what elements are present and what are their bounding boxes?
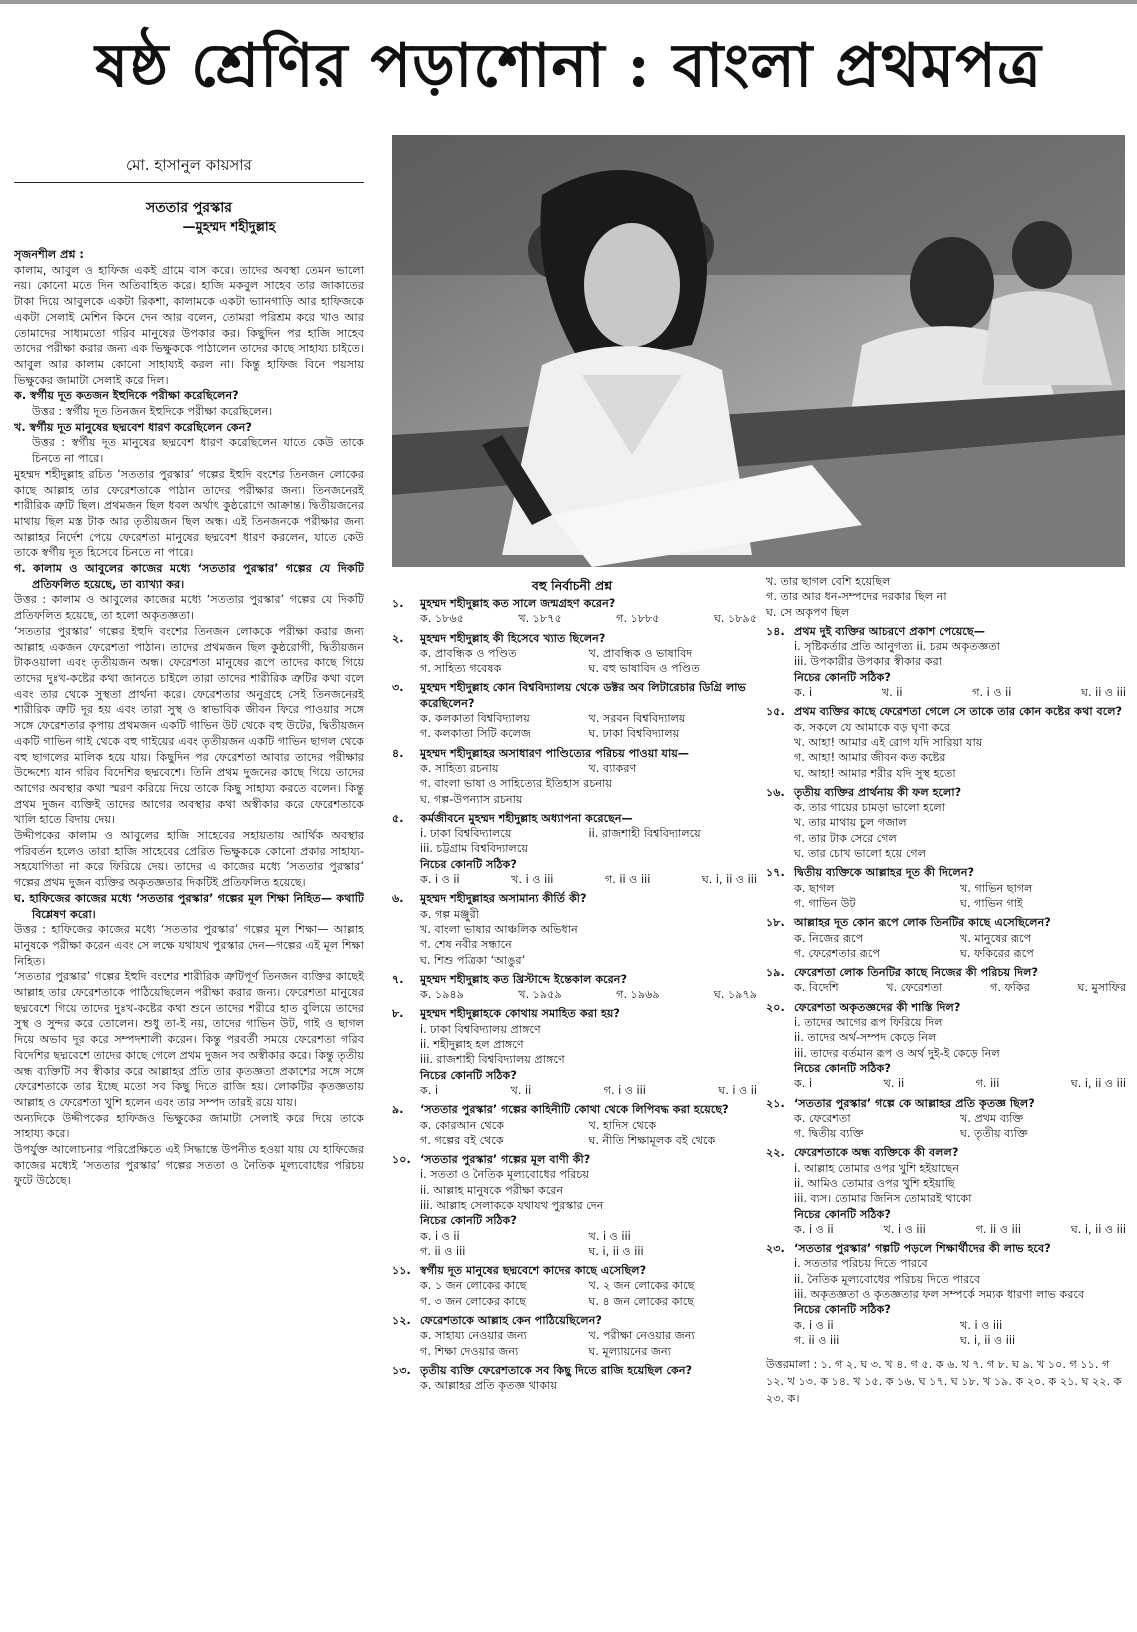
question-kha: খ. স্বর্গীয় দূত মানুষের ছদ্মবেশ ধারণ করেছিলেন কেন? [14,420,252,434]
mcq-item-2: ২. মুহম্মদ শহীদুল্লাহ কী হিসেবে খ্যাত ছিলেন? ক. প্রাবন্ধিক ও পণ্ডিত খ. প্রাবন্ধিক ও ভাষাবিদ গ. সাহিত্য গবেষক ঘ. বহু ভাষাবিদ ও পণ্ডিত [392,631,700,676]
mcq-item-19: ১৯. ফেরেশতা লোক তিনটির কাছে নিজের কী পরিচয় দিল? ক. বিদেশি খ. ফেরেশতা গ. ফকির ঘ. মুসাফির [766,966,1126,995]
mcq-item-8: ৮. মুহম্মদ শহীদুল্লাহকে কোথায় সমাহিত করা হয়? i. ঢাকা বিশ্ববিদ্যালয় প্রাঙ্গণে ii. শহীদুল্লাহ হল প্রাঙ্গণে iii. রাজশাহী বিশ্ববিদ্যালয় প্রাঙ্গণে নিচের কোনটি সঠিক? ক. i খ. ii গ. i ও iii ঘ. i ও ii [392,1007,757,1097]
mcq-item-3: ৩. মুহম্মদ শহীদুল্লাহ কোন বিশ্ববিদ্যালয় থেকে ডক্টর অব লিটারেচার ডিগ্রি লাভ করেছিলেন? ক. কলকাতা বিশ্ববিদ্যালয় খ. সরবন বিশ্ববিদ্যালয় গ. কলকাতা সিটি কলেজ ঘ. ঢাকা বিশ্ববিদ্যালয় [392,681,746,741]
mcq-item-13: ১৩. তৃতীয় ব্যক্তি ফেরেশতাকে সব কিছু দিতে রাজি হয়েছিল কেন? ক. আল্লাহর প্রতি কৃতজ্ঞ থাকায় [392,1363,693,1393]
mcq-item-9: ৯. ‘সততার পুরস্কার’ গল্পের কাহিনীটি কোথা থেকে লিপিবদ্ধ করা হয়েছে? ক. কোরআন থেকে খ. হাদিস থেকে গ. গল্পের বই থেকে ঘ. নীতি শিক্ষামূলক বই থেকে [392,1103,729,1147]
mcq-item-16: ১৬. তৃতীয় ব্যক্তির প্রার্থনায় কী ফল হলো? ক. তার গায়ের চামড়া ভালো হলো খ. তার মাথায় চুল গজাল গ. তার টাক সেরে গেল ঘ. তার চোখ ভালো হয়ে গেল [766,785,962,861]
top-rule [0,0,1137,4]
answer-ga: উত্তর : কালাম ও আবুলের কাজের মধ্যে ‘সততার পুরস্কার’ গল্পের যে দিকটি প্রতিফলিত হয়েছে, তা হলো অকৃতজ্ঞতা। [14,593,364,623]
answer-gha: উত্তর : হাফিজের কাজের মধ্যে ‘সততার পুরস্কার’ গল্পের মূল শিক্ষা— আল্লাহ মানুষকে পরীক্ষা করেন এবং সে লক্ষে যথাযথ পুরস্কার দেন—গল্পের এই মূল শিক্ষা নিহিত। [14,923,364,968]
mcq-column-1 [392,596,757,1626]
mcq-item-13-continued: খ. তার ছাগল বেশি হয়েছিল গ. তার আর ধন-সম্পদের দরকার ছিল না ঘ. সে অকৃপণ ছিল [766,575,947,619]
creative-question-column [14,247,364,1627]
mcq-item-17: ১৭. দ্বিতীয় ব্যক্তিকে আল্লাহর দূত কী দিলেন? ক. ছাগল খ. গাভিন ছাগল গ. গাভিন উট ঘ. গাভিন গাই [766,866,1033,910]
answer-kha-detail: মুহম্মদ শহীদুল্লাহ রচিত ‘সততার পুরস্কার’ গল্পের ইহুদি বংশের তিনজন লোকের কাছে আল্লাহ তার ফেরেশতাকে পাঠান তাদের পরীক্ষার জন্য। তিনজনেরই শারীরিক ত্রুটি ছিল। প্রথমজন ছিল ধবল অর্থাৎ কুষ্ঠরোগে আক্রান্ত। দ্বিতীয়জনের মাথায় ছিল মস্ত টাক আর তৃতীয়জন ছিল অন্ধ। এই তিনজনকে পরীক্ষার জন্য আল্লাহর নির্দেশ পেয়ে ফেরেশতা মানুষের ছদ্মবেশ ধারণ করলেন, যাতে কেউ তাকে স্বর্গীয় দূত হিসেবে চিনতে না পারে। [14,467,364,560]
mcq-item-4: ৪. মুহম্মদ শহীদুল্লাহর অসাধারণ পাণ্ডিত্যের পরিচয় পাওয়া যায়— ক. সাহিত্য রচনায় খ. ব্যাকরণ গ. বাংলা ভাষা ও সাহিত্যের ইতিহাস রচনায় ঘ. গল্প-উপন্যাস রচনায় [392,746,689,806]
answer-kha: উত্তর : স্বর্গীয় দূত মানুষের ছদ্মবেশ ধারণ করেছিলেন যাতে কেউ তাকে চিনতে না পারে। [32,436,364,466]
mcq-item-18: ১৮. আল্লাহর দূত কোন রূপে লোক তিনটির কাছে এসেছিলেন? ক. নিজের রূপে খ. মানুষের রূপে গ. ফেরেশতার রূপে ঘ. ফকিরের রূপে [766,916,1051,960]
answer-ga-detail-2: উদ্দীপকের কালাম ও আবুলের হাজি সাহেবের সহায়তায় আর্থিক অবস্থার পরিবর্তন হলেও তারা হাজি সাহেবের প্রেরিত ভিক্ষুককে কোনো প্রকার সাহায্য-সহযোগিতা না করে ফিরিয়ে দেয়। তাদের এ কাজের মধ্যে ‘সততার পুরস্কার’ গল্পের প্রথম দুজন ব্যক্তির অকৃতজ্ঞতার দিকটিই প্রতিফলিত হয়েছে। [14,829,364,890]
answer-key: উত্তরমালা : ১. গ ২. ঘ ৩. খ ৪. গ ৫. ক ৬. খ ৭. গ ৮. ঘ ৯. খ ১০. গ ১১. গ ১২. খ ১৩. ক ১৪. খ ১৫. ক ১৬. ঘ ১৭. ঘ ১৮. খ ১৯. ক ২০. ক ২১. ঘ ২২. ক ২৩. ক। [766,1358,1122,1406]
mcq-item-15: ১৫. প্রথম ব্যক্তির কাছে ফেরেশতা গেলে সে তাকে তার কোন কষ্টের কথা বলে? ক. সকলে যে আমাকে বড় ঘৃণা করে খ. আহা! আমার এই রোগ যদি সারিয়া যায় গ. আহা! আমার জীবন কত কষ্টের ঘ. আহা! আমার শরীর যদি সুস্থ হতো [766,705,1123,780]
mcq-item-6: ৬. মুহম্মদ শহীদুল্লাহর অসামান্য কীর্তি কী? ক. গল্প মঞ্জুরী খ. বাংলা ভাষার আঞ্চলিক অভিধান গ. শেষ নবীর সন্ধানে ঘ. শিশু পত্রিকা ‘আঙুর’ [392,892,587,967]
mcq-item-7: ৭. মুহম্মদ শহীদুল্লাহ কত খ্রিস্টাব্দে ইন্তেকাল করেন? ক. ১৯৪৯ খ. ১৯৫৯ গ. ১৯৬৯ ঘ. ১৯৭৯ [392,972,757,1002]
mcq-column-2 [766,574,1126,1626]
mcq-item-1: ১. মুহম্মদ শহীদুল্লাহ কত সালে জন্মগ্রহণ করেন? ক. ১৮৬৫ খ. ১৮৭৫ গ. ১৮৮৫ ঘ. ১৮৯৫ [392,597,757,626]
creative-stem: কালাম, আবুল ও হাফিজ একই গ্রামে বাস করে। তাদের অবস্থা তেমন ভালো নয়। কোনো মতে দিন অতিবাহিত করে। হাজি মকবুল সাহেব তার জাকাতের টাকা দিয়ে আবুলকে একটা রিকশা, কালামকে একটা ভ্যানগাড়ি আর হাফিজকে একটা সেলাই মেশিন কিনে দেন আর বলেন, তোমরা পরিশ্রম করে খাও আর তোমাদের সাধ্যমতো গরিব মানুষের উপকার কর। কিছুদিন পর হাজি সাহেব তাদের পরীক্ষা করার জন্য এক ভিক্ষুককে পাঠালেন তাদের কাছে সাহায্য চাইতে। আবুল আর কালাম কোনো সাহায্যই করল না। কিন্তু হাফিজ বিনে পয়সায় ভিক্ষুকের জামাটা সেলাই করে দিল। [14,263,364,387]
page-headline: ষষ্ঠ শ্রেণির পড়াশোনা : বাংলা প্রথমপত্র [95,31,1042,101]
story-title: সততার পুরস্কার [146,200,232,216]
author-byline: মো. হাসানুল কায়সার [126,156,252,174]
story-author: —মুহম্মদ শহীদুল্লাহ [182,220,276,235]
answer-gha-detail-1: ‘সততার পুরস্কার’ গল্পের ইহুদি বংশের শারীরিক ত্রুটিপূর্ণ তিনজন ব্যক্তির কাছেই আল্লাহ তার ফেরেশতাকে পাঠিয়েছিলেন পরীক্ষা করার জন্য। ফেরেশতা মানুষের ছদ্মবেশে গিয়ে তাদের দুঃখ-কষ্টের কথা শুনে তাদের শরীরে হাত বুলিয়ে তাদের সুস্থ ও সুন্দর করে তোলেন। শুধু তা-ই নয়, তাদের গাভিন উট, গাই ও ছাগল দিয়ে অভাব দূর করে সম্পদশালী করেন। কিন্তু পরবর্তী সময়ে ফেরেশতা গরিব বিদেশির ছদ্মবেশে তাদের কাছে গেলে প্রথম দুজন সব অস্বীকার করে। কিন্তু তৃতীয় অন্ধ ব্যক্তিটি সব স্বীকার করে আল্লাহর প্রতি তার কৃতজ্ঞতা প্রকাশের সঙ্গে সঙ্গে ফেরেশতাকে তার ইচ্ছে মতো সব কিছু দিতে রাজি হয়। লোকটির কৃতজ্ঞতায় আল্লাহ ও ফেরেশতা খুশি হলেন এবং তার সম্পদ তারই রয়ে যায়। [14,970,364,1109]
mcq-item-11: ১১. স্বর্গীয় দূত মানুষের ছদ্মবেশে কাদের কাছে এসেছিল? ক. ১ জন লোকের কাছে খ. ২ জন লোকের কাছে গ. ৩ জন লোকের কাছে ঘ. ৪ জন লোকের কাছে [392,1264,695,1308]
question-ga: গ. কালাম ও আবুলের কাজের মধ্যে ‘সততার পুরস্কার’ গল্পের যে দিকটি প্রতিফলিত হয়েছে, তা ব্যাখ্যা কর। [14,562,364,591]
mcq-section-title: বহু নির্বাচনী প্রশ্ন [531,578,613,593]
students-exam-photo [392,135,1125,567]
answer-ga-detail-1: ‘সততার পুরস্কার’ গল্পের ইহুদি বংশের তিনজন লোককে পরীক্ষা করার জন্য আল্লাহ একজন ফেরেশতা পাঠান। তাদের প্রথমজন ছিল কুষ্ঠরোগী, দ্বিতীয়জন টাকওয়ালা এবং তৃতীয়জন অন্ধ। ফেরেশতা মানুষের রূপে তাদের কাছে গিয়ে তাদের দুঃখ-কষ্টের কথা জানতে চাইলে তারা তাদের শারীরিক ত্রুটির কথা বলে এবং তার থেকে সুস্থতা প্রার্থনা করে। ফেরেশতার অনুগ্রহে সেই তিনজনেরই শারীরিক ত্রুটি দূর হয় এবং তারা সুস্থ ও স্বাভাবিক জীবন ফিরে পাওয়ার সঙ্গে সঙ্গে ফেরেশতার কৃপায় প্রথমজন একটি গাভিন উট থেকে বহু উটের, দ্বিতীয়জন একটি গাভিন গাই থেকে বহু গাইয়ের এবং তৃতীয়জন একটি গাভিন ছাগল থেকে বহু ছাগলের মালিক হয়ে যায়। কিছুদিন পর ফেরেশতা আবার তাদের পরীক্ষার উদ্দেশ্যে যান গরিব বিদেশির ছদ্মবেশে। তিনি প্রথম দুজনের কাছে গিয়ে তাদের আগের অবস্থার কথা স্মরণ করিয়ে দিয়ে তাকে কিছু সাহায্য করতে বলেন। কিন্তু প্রথম দুজন ব্যক্তিই তাদের আগের অবস্থার কথা অস্বীকার করে ফেরেশতাকে খালি হাতে বিদায় দেয়। [14,624,364,827]
answer-gha-detail-2: অন্যদিকে উদ্দীপকের হাফিজও ভিক্ষুকের জামাটা সেলাই করে দিয়ে তাকে সাহায্য করে। [14,1111,364,1141]
mcq-item-22: ২২. ফেরেশতাকে অন্ধ ব্যক্তিকে কী বলল? i. আল্লাহ তোমার ওপর খুশি হইয়াছেন ii. আমিও তোমার ওপর খুশি হইয়াছি iii. ব্যস। তোমার জিনিস তোমারই থাকো নিচের কোনটি সঠিক? ক. i ও ii খ. i ও iii গ. ii ও iii ঘ. i, ii ও iii [766,1146,1126,1236]
mcq-item-10: ১০. ‘সততার পুরস্কার’ গল্পের মূল বাণী কী? i. সততা ও নৈতিক মূল্যবোধের পরিচয় ii. আল্লাহ মানুষকে পরীক্ষা করেন iii. আল্লাহ সেলাককে যথাযথ পুরস্কার দেন নিচের কোনটি সঠিক? ক. i ও ii খ. i ও iii গ. ii ও iii ঘ. i, ii ও iii [392,1153,644,1258]
answer-ka: উত্তর : স্বর্গীয় দূত তিনজন ইহুদিকে পরীক্ষা করেছিলেন। [32,405,273,419]
mcq-item-23: ২৩. ‘সততার পুরস্কার’ গল্পটি পড়লে শিক্ষার্থীদের কী লাভ হবে? i. সততার পরিচয় দিতে পারবে ii. নৈতিক মূল্যবোধের পরিচয় দিতে পারবে iii. অকৃতজ্ঞতা ও কৃতজ্ঞতার ফল সম্পর্কে সম্যক ধারণা লাভ করবে নিচের কোনটি সঠিক? ক. i ও ii খ. i ও iii গ. ii ও iii ঘ. i, ii ও iii [766,1242,1085,1347]
mcq-item-14: ১৪. প্রথম দুই ব্যক্তির আচরণে প্রকাশ পেয়েছে— i. সৃষ্টিকর্তার প্রতি আনুগত্য ii. চরম অকৃতজ্ঞতা iii. উপকারীর উপকার স্বীকার করা নিচের কোনটি সঠিক? ক. i খ. ii গ. i ও ii ঘ. ii ও iii [766,624,1126,700]
mcq-item-21: ২১. ‘সততার পুরস্কার’ গল্পে কে আল্লাহর প্রতি কৃতজ্ঞ ছিল? ক. ফেরেশতা খ. প্রথম ব্যক্তি গ. দ্বিতীয় ব্যক্তি ঘ. তৃতীয় ব্যক্তি [766,1096,1035,1141]
mcq-item-5: ৫. কর্মজীবনে মুহম্মদ শহীদুল্লাহ অধ্যাপনা করেছেন— i. ঢাকা বিশ্ববিদ্যালয়ে ii. রাজশাহী বিশ্ববিদ্যালয়ে iii. চট্টগ্রাম বিশ্ববিদ্যালয়ে নিচের কোনটি সঠিক? ক. i ও ii খ. i ও iii গ. ii ও iii ঘ. i, ii ও iii [392,811,757,887]
byline-divider [14,182,364,183]
creative-label: সৃজনশীল প্রশ্ন : [14,248,84,261]
mcq-item-12: ১২. ফেরেশতাকে আল্লাহ কেন পাঠিয়েছিলেন? ক. সাহায্য নেওয়ার জন্য খ. পরীক্ষা নেওয়ার জন্য গ. শিক্ষা দেওয়ার জন্য ঘ. মূল্যায়নের জন্য [392,1314,695,1358]
question-ka: ক. স্বর্গীয় দূত কতজন ইহুদিকে পরীক্ষা করেছিলেন? [14,389,239,403]
answer-gha-detail-3: উপর্যুক্ত আলোচনার পরিপ্রেক্ষিতে এই সিদ্ধান্তে উপনীত হওয়া যায় যে হাফিজের কাজের মধ্যেই ‘সততার পুরস্কার’ গল্পের সততা ও নৈতিক মূল্যবোধের পরিচয় ফুটে উঠেছে। [14,1143,364,1188]
question-gha: ঘ. হাফিজের কাজের মধ্যে ‘সততার পুরস্কার’ গল্পের মূল শিক্ষা নিহিত— কথাটি বিশ্লেষণ করো। [14,891,364,921]
mcq-item-20: ২০. ফেরেশতা অকৃতজ্ঞদের কী শাস্তি দিল? i. তাদের আগের রূপ ফিরিয়ে দিল ii. তাদের অর্থ-সম্পদ কেড়ে নিল iii. তাদের বর্তমান রূপ ও অর্থ দুই-ই কেড়ে নিল নিচের কোনটি সঠিক? ক. i খ. ii গ. iii ঘ. i, ii ও iii [766,1000,1126,1091]
